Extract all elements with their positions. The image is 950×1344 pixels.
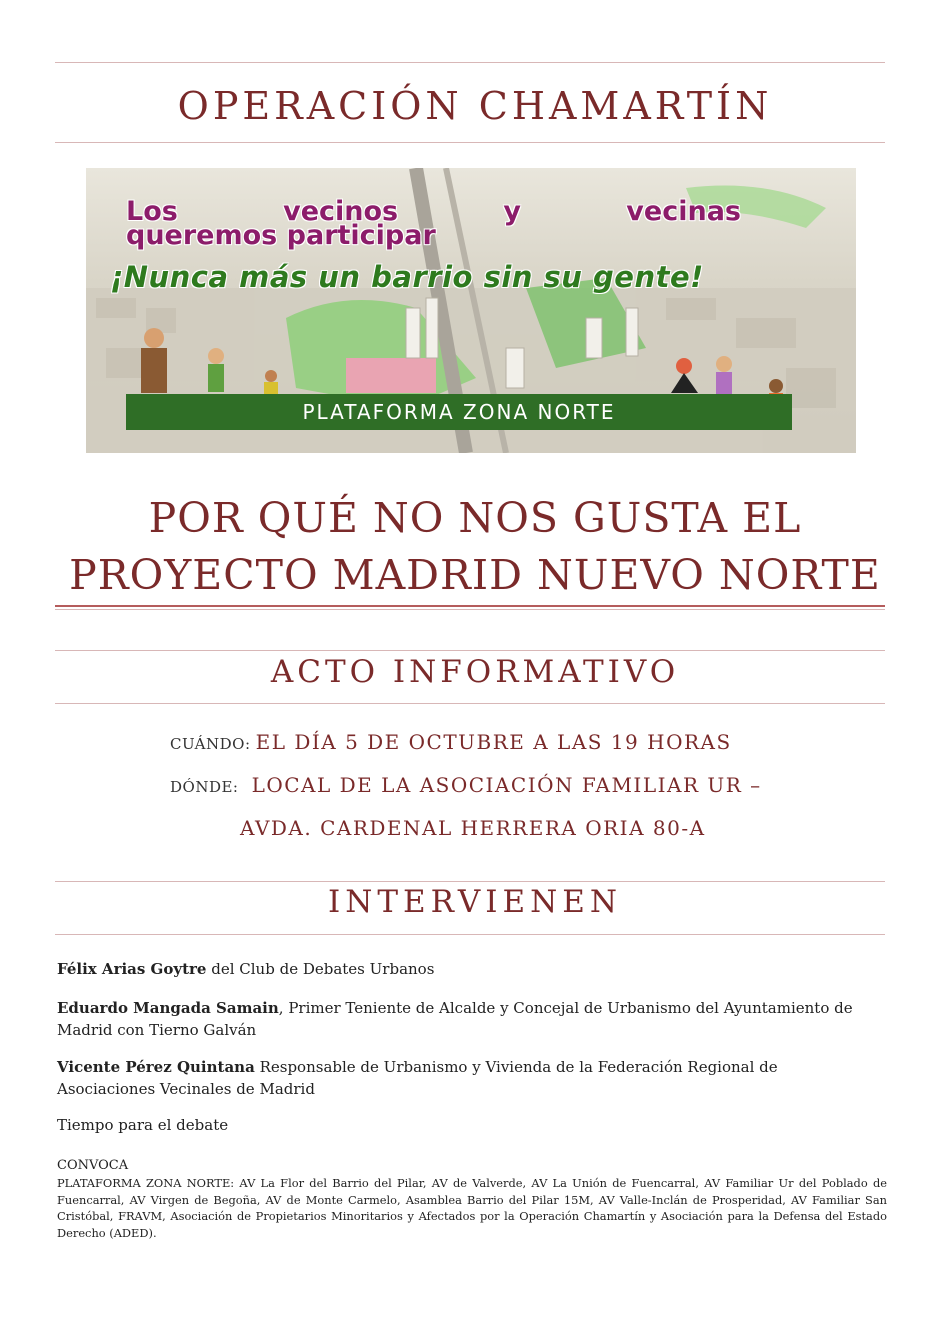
section-acto-informativo: ACTO INFORMATIVO xyxy=(270,654,680,690)
where-label: DÓNDE: xyxy=(170,778,239,796)
where-value: LOCAL DE LA ASOCIACIÓN FAMILIAR UR – xyxy=(251,773,762,797)
when-line xyxy=(170,730,732,754)
speaker-name: Félix Arias Goytre xyxy=(57,960,207,978)
speaker-item xyxy=(57,997,877,1041)
banner-word: y xyxy=(503,196,522,227)
headline xyxy=(0,490,950,604)
speaker-item xyxy=(57,958,877,980)
section-intervienen: INTERVIENEN xyxy=(327,884,623,920)
convoca-heading: CONVOCA xyxy=(57,1158,129,1173)
headline-line-2: PROYECTO MADRID NUEVO NORTE xyxy=(69,551,881,599)
when-label: CUÁNDO: xyxy=(170,735,251,753)
acto-rule-bottom xyxy=(55,703,885,704)
intervienen-rule-top xyxy=(55,881,885,882)
speaker-name: Eduardo Mangada Samain xyxy=(57,999,279,1017)
when-value: EL DÍA 5 DE OCTUBRE A LAS 19 HORAS xyxy=(255,730,732,754)
banner-word: Los xyxy=(126,196,178,227)
where-line xyxy=(170,773,762,797)
debate-text: Tiempo para el debate xyxy=(57,1116,229,1134)
speaker-item xyxy=(57,1056,877,1100)
where-value-2: AVDA. CARDENAL HERRERA ORIA 80-A xyxy=(240,816,706,840)
banner-word: vecinas xyxy=(626,196,741,227)
banner-word: vecinos xyxy=(283,196,399,227)
speaker-desc: del Club de Debates Urbanos xyxy=(206,960,435,978)
banner-plate: PLATAFORMA ZONA NORTE xyxy=(126,394,792,430)
headline-line-1: POR QUÉ NO NOS GUSTA EL xyxy=(148,494,802,542)
where-line-2 xyxy=(240,816,706,840)
acto-rule-top xyxy=(55,650,885,651)
banner-line-2: queremos participar xyxy=(126,220,436,251)
convoca-body: PLATAFORMA ZONA NORTE: AV La Flor del Barrio del Pilar, AV de Valverde, AV La Unión de Fuencarral, AV Familiar Ur del Poblado de Fuencarral, AV Virgen de Begoña, AV de Monte Carmelo, Asamblea Barrio del Pilar 15M, AV Valle-Inclán de Prosperidad, AV Familiar San Cristóbal, FRAVM, Asociación de Propietarios Minoritarios y Afectados por la Operación Chamartín y Asociación para la Defensa del Estado Derecho (ADED). xyxy=(57,1176,887,1240)
top-rule xyxy=(55,62,885,63)
title-rule xyxy=(55,142,885,143)
banner-image xyxy=(86,168,856,453)
headline-rule xyxy=(55,605,885,607)
page-title: OPERACIÓN CHAMARTÍN xyxy=(177,84,773,128)
intervienen-rule-bottom xyxy=(55,934,885,935)
banner-slogan: ¡Nunca más un barrio sin su gente! xyxy=(110,260,704,294)
speaker-desc: Responsable de Urbanismo y Vivienda de la Federación Regional de Asociaciones Vecinales de Madrid xyxy=(57,1058,778,1098)
speaker-name: Vicente Pérez Quintana xyxy=(57,1058,255,1076)
speaker-desc: , Primer Teniente de Alcalde y Concejal de Urbanismo del Ayuntamiento de Madrid con Tierno Galván xyxy=(57,999,853,1039)
